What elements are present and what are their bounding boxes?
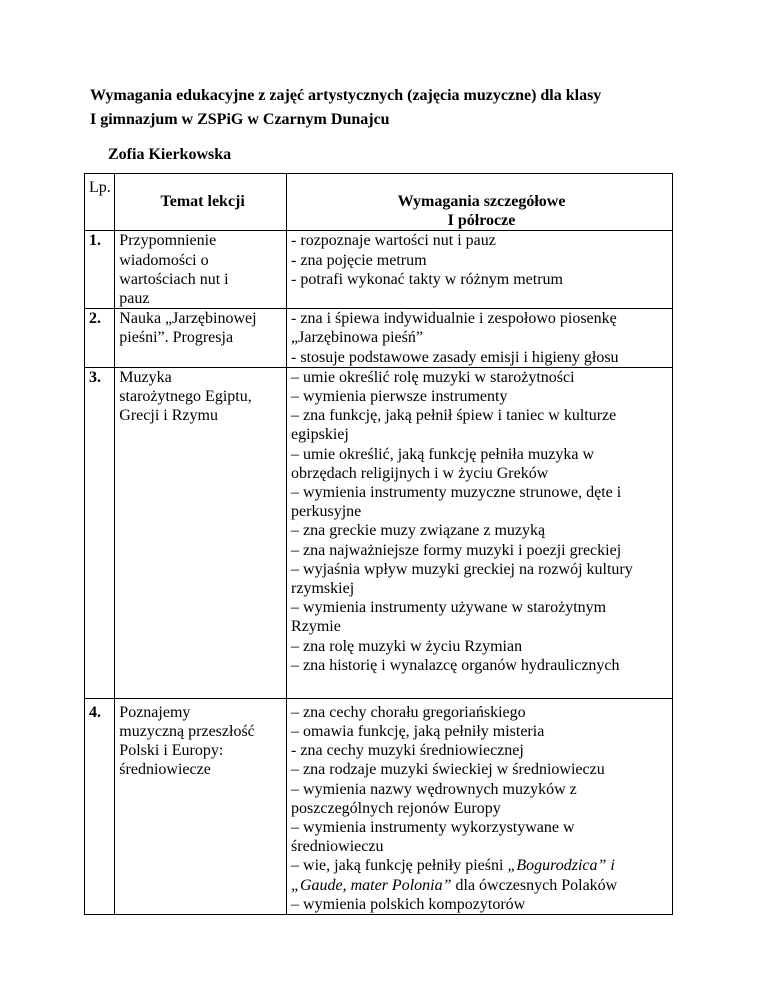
- author-name: Zofia Kierkowska: [108, 146, 232, 163]
- row-number: 4.: [85, 698, 115, 914]
- row-topic: Przypomnienie wiadomości o wartościach nut i pauz: [115, 231, 287, 309]
- header-lp: Lp.: [85, 174, 115, 231]
- row-requirements: - rozpoznaje wartości nut i pauz - zna pojęcie metrum - potrafi wykonać takty w różnym metrum: [287, 231, 673, 309]
- header-requirements: Wymagania szczegółowe I półrocze: [287, 174, 673, 231]
- row-requirements: – umie określić rolę muzyki w starożytności – wymienia pierwsze instrumenty – zna funkcję, jaką pełnił śpiew i taniec w kulturze egipskiej – umie określić, jaką funkcję pełniła muzyka w obrzędach religijnych i w życiu Greków – wymienia instrumenty muzyczne strunowe, dęte i perkusyjne – zna greckie muzy związane z muzyką – zna najważniejsze formy muzyki i poezji greckiej – wyjaśnia wpływ muzyki greckiej na rozwój kultury rzymskiej – wymienia instrumenty używane w starożytnym Rzymie – zna rolę muzyki w życiu Rzymian – zna historię i wynalazcę organów hydraulicznych: [287, 367, 673, 698]
- table-row: [85, 367, 673, 698]
- row-requirements: - zna i śpiewa indywidualnie i zespołowo piosenkę „Jarzębinowa pieśń” - stosuje podstawowe zasady emisji i higieny głosu: [287, 309, 673, 368]
- title-line-2: I gimnazjum w ZSPiG w Czarnym Dunajcu: [90, 111, 390, 128]
- table-header-row: [85, 174, 673, 231]
- table-row: [85, 309, 673, 368]
- table-row: [85, 698, 673, 914]
- row-topic: Poznajemy muzyczną przeszłość Polski i Europy: średniowiecze: [115, 698, 287, 914]
- row-topic: Muzyka starożytnego Egiptu, Grecji i Rzymu: [115, 367, 287, 698]
- row-number: 1.: [85, 231, 115, 309]
- document-title: [90, 84, 710, 132]
- row-number: 3.: [85, 367, 115, 698]
- table-row: [85, 231, 673, 309]
- title-line-1: Wymagania edukacyjne z zajęć artystycznych (zajęcia muzyczne) dla klasy: [90, 87, 602, 104]
- row-requirements: – zna cechy chorału gregoriańskiego – omawia funkcję, jaką pełniły misteria - zna cechy muzyki średniowiecznej – zna rodzaje muzyki świeckiej w średniowieczu – wymienia nazwy wędrownych muzyków z poszczególnych rejonów Europy – wymienia instrumenty wykorzystywane w średniowieczu – wie, jaką funkcję pełniły pieśni „Bogurodzica” i „Gaude, mater Polonia” dla ówczesnych Polaków – wymienia polskich kompozytorów: [287, 698, 673, 914]
- header-topic: Temat lekcji: [115, 174, 287, 231]
- row-number: 2.: [85, 309, 115, 368]
- row-topic: Nauka „Jarzębinowej pieśni”. Progresja: [115, 309, 287, 368]
- requirements-table: [84, 173, 673, 915]
